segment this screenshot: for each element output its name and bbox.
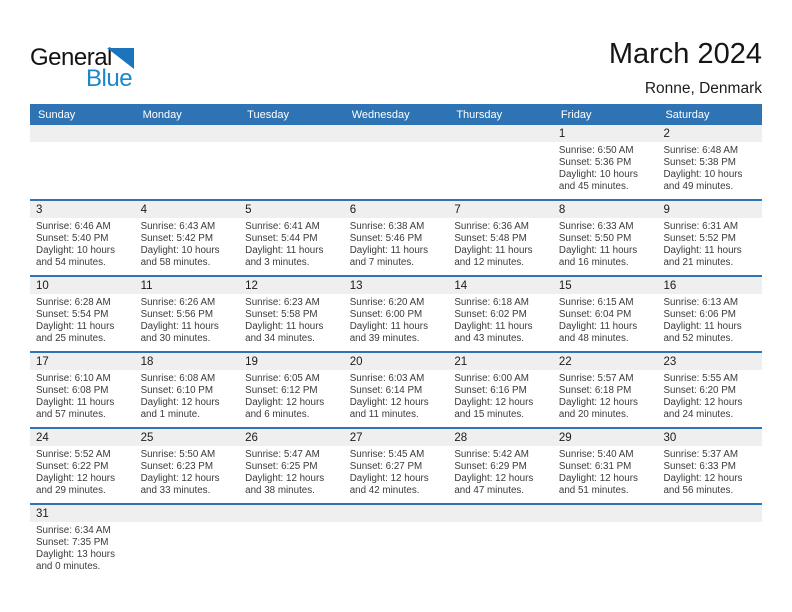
day-daylight2-text: and 24 minutes. <box>663 409 734 420</box>
day-number: 18 <box>140 355 154 368</box>
day-cell <box>448 218 553 275</box>
day-daylight1-text: Daylight: 11 hours <box>140 321 219 332</box>
day-daylight1-text: Daylight: 12 hours <box>663 473 743 484</box>
day-daylight2-text: and 52 minutes. <box>663 333 734 344</box>
day-number: 26 <box>245 431 258 444</box>
empty-day-cell <box>344 522 449 579</box>
week-row <box>30 505 762 579</box>
day-daylight1-text: Daylight: 11 hours <box>349 321 428 332</box>
day-number-band <box>30 125 762 142</box>
day-sunrise-text: Sunrise: 6:20 AM <box>349 297 425 308</box>
day-daylight2-text: and 20 minutes. <box>558 409 629 420</box>
page-subtitle: Ronne, Denmark <box>644 80 762 97</box>
day-number: 24 <box>36 431 49 444</box>
day-sunrise-text: Sunrise: 6:15 AM <box>558 297 634 308</box>
day-sunset-text: Sunset: 6:06 PM <box>663 309 736 320</box>
day-number: 5 <box>245 203 252 216</box>
day-sunrise-text: Sunrise: 6:23 AM <box>245 297 320 308</box>
day-daylight1-text: Daylight: 11 hours <box>558 245 638 256</box>
day-daylight2-text: and 30 minutes. <box>140 333 211 344</box>
day-sunset-text: Sunset: 6:31 PM <box>558 461 632 472</box>
day-daylight1-text: Daylight: 11 hours <box>454 321 533 332</box>
day-cell <box>135 218 240 275</box>
day-daylight1-text: Daylight: 11 hours <box>349 245 428 256</box>
day-sunset-text: Sunset: 5:42 PM <box>140 233 214 244</box>
day-daylight2-text: and 6 minutes. <box>245 409 310 420</box>
day-daylight2-text: and 42 minutes. <box>349 485 420 496</box>
day-daylight2-text: and 38 minutes. <box>245 485 315 496</box>
day-daylight1-text: Daylight: 10 hours <box>558 169 638 180</box>
day-number: 21 <box>454 355 468 368</box>
day-daylight2-text: and 25 minutes. <box>36 333 106 344</box>
day-sunrise-text: Sunrise: 6:08 AM <box>140 373 216 384</box>
day-number: 3 <box>36 203 43 216</box>
day-sunrise-text: Sunrise: 6:03 AM <box>349 373 425 384</box>
day-sunset-text: Sunset: 5:48 PM <box>454 233 527 244</box>
day-sunset-text: Sunset: 6:12 PM <box>245 385 318 396</box>
day-sunset-text: Sunset: 6:14 PM <box>349 385 423 396</box>
day-number-band <box>30 353 762 370</box>
day-number: 7 <box>454 203 461 216</box>
day-cell <box>30 370 135 427</box>
day-sunset-text: Sunset: 6:02 PM <box>454 309 527 320</box>
day-number: 4 <box>140 203 147 216</box>
weekday-header-sunday: Sunday <box>38 108 76 121</box>
day-number: 29 <box>558 431 572 444</box>
day-sunrise-text: Sunrise: 5:37 AM <box>663 449 739 460</box>
day-number: 17 <box>36 355 49 368</box>
weekday-header-thursday: Thursday <box>456 108 503 121</box>
week-row <box>30 353 762 429</box>
day-sunset-text: Sunset: 5:54 PM <box>36 309 109 320</box>
empty-day-cell <box>448 142 553 199</box>
empty-day-cell <box>448 522 553 579</box>
week-row <box>30 125 762 201</box>
day-cell <box>657 294 762 351</box>
day-cell <box>30 522 135 579</box>
day-daylight2-text: and 45 minutes. <box>558 181 629 192</box>
week-cells <box>30 522 762 579</box>
empty-day-cell <box>135 142 240 199</box>
empty-day-cell <box>239 522 344 579</box>
day-daylight1-text: Daylight: 13 hours <box>36 549 115 560</box>
day-daylight1-text: Daylight: 12 hours <box>140 473 220 484</box>
day-sunrise-text: Sunrise: 6:28 AM <box>36 297 111 308</box>
day-sunset-text: Sunset: 6:10 PM <box>140 385 214 396</box>
day-daylight1-text: Daylight: 10 hours <box>140 245 220 256</box>
day-sunset-text: Sunset: 5:36 PM <box>558 157 632 168</box>
day-number: 12 <box>245 279 258 292</box>
day-cell <box>135 446 240 503</box>
day-daylight2-text: and 47 minutes. <box>454 485 525 496</box>
day-sunrise-text: Sunrise: 5:45 AM <box>349 449 425 460</box>
day-number: 31 <box>36 507 49 520</box>
weekday-header-row <box>30 104 762 125</box>
day-daylight1-text: Daylight: 12 hours <box>349 473 429 484</box>
day-daylight2-text: and 15 minutes. <box>454 409 525 420</box>
week-row <box>30 277 762 353</box>
day-daylight1-text: Daylight: 11 hours <box>245 245 324 256</box>
day-daylight2-text: and 48 minutes. <box>558 333 629 344</box>
day-number: 19 <box>245 355 258 368</box>
day-cell <box>30 446 135 503</box>
day-number: 2 <box>663 127 670 140</box>
day-daylight1-text: Daylight: 12 hours <box>245 397 325 408</box>
weekday-header-tuesday: Tuesday <box>247 108 289 121</box>
day-number: 25 <box>140 431 154 444</box>
day-sunrise-text: Sunrise: 5:42 AM <box>454 449 529 460</box>
week-cells <box>30 218 762 275</box>
day-sunrise-text: Sunrise: 5:52 AM <box>36 449 111 460</box>
day-daylight2-text: and 0 minutes. <box>36 561 101 572</box>
day-daylight1-text: Daylight: 12 hours <box>558 473 638 484</box>
day-number: 28 <box>454 431 468 444</box>
day-sunrise-text: Sunrise: 6:33 AM <box>558 221 634 232</box>
day-cell <box>344 446 449 503</box>
day-sunset-text: Sunset: 6:04 PM <box>558 309 632 320</box>
empty-day-cell <box>135 522 240 579</box>
day-daylight1-text: Daylight: 11 hours <box>663 245 742 256</box>
day-cell <box>30 294 135 351</box>
day-cell <box>448 294 553 351</box>
day-daylight1-text: Daylight: 11 hours <box>663 321 742 332</box>
day-sunset-text: Sunset: 6:20 PM <box>663 385 736 396</box>
day-sunrise-text: Sunrise: 6:38 AM <box>349 221 425 232</box>
day-number-band <box>30 505 762 522</box>
day-daylight1-text: Daylight: 11 hours <box>36 321 115 332</box>
day-cell <box>239 294 344 351</box>
day-cell <box>239 446 344 503</box>
empty-day-cell <box>657 522 762 579</box>
week-cells <box>30 446 762 503</box>
day-number: 14 <box>454 279 468 292</box>
day-sunrise-text: Sunrise: 6:43 AM <box>140 221 216 232</box>
day-cell <box>448 446 553 503</box>
day-cell <box>657 218 762 275</box>
day-cell <box>30 218 135 275</box>
day-daylight2-text: and 51 minutes. <box>558 485 629 496</box>
day-daylight2-text: and 16 minutes. <box>558 257 629 268</box>
day-sunrise-text: Sunrise: 6:10 AM <box>36 373 111 384</box>
day-sunset-text: Sunset: 5:58 PM <box>245 309 318 320</box>
day-cell <box>239 370 344 427</box>
day-sunset-text: Sunset: 5:46 PM <box>349 233 423 244</box>
day-sunset-text: Sunset: 5:44 PM <box>245 233 318 244</box>
day-number: 11 <box>140 279 153 292</box>
day-daylight2-text: and 33 minutes. <box>140 485 211 496</box>
day-daylight1-text: Daylight: 11 hours <box>245 321 324 332</box>
page-title: March 2024 <box>608 38 762 70</box>
day-sunrise-text: Sunrise: 5:47 AM <box>245 449 320 460</box>
day-sunset-text: Sunset: 6:29 PM <box>454 461 527 472</box>
day-cell <box>553 294 658 351</box>
day-cell <box>657 370 762 427</box>
day-daylight1-text: Daylight: 12 hours <box>140 397 220 408</box>
day-sunrise-text: Sunrise: 6:48 AM <box>663 145 739 156</box>
week-cells <box>30 294 762 351</box>
day-sunset-text: Sunset: 6:18 PM <box>558 385 632 396</box>
empty-day-cell <box>30 142 135 199</box>
day-cell <box>553 218 658 275</box>
day-sunset-text: Sunset: 6:23 PM <box>140 461 214 472</box>
day-daylight2-text: and 43 minutes. <box>454 333 525 344</box>
day-sunset-text: Sunset: 5:50 PM <box>558 233 632 244</box>
day-sunrise-text: Sunrise: 6:41 AM <box>245 221 320 232</box>
day-cell <box>448 370 553 427</box>
day-sunrise-text: Sunrise: 5:55 AM <box>663 373 739 384</box>
day-number: 1 <box>558 127 566 140</box>
empty-day-cell <box>239 142 344 199</box>
day-daylight1-text: Daylight: 12 hours <box>349 397 429 408</box>
calendar <box>30 104 762 579</box>
day-daylight2-text: and 12 minutes. <box>454 257 525 268</box>
day-daylight1-text: Daylight: 12 hours <box>663 397 743 408</box>
day-daylight1-text: Daylight: 10 hours <box>36 245 115 256</box>
day-cell <box>553 446 658 503</box>
day-daylight2-text: and 21 minutes. <box>663 257 734 268</box>
day-number-band <box>30 201 762 218</box>
general-blue-logo <box>30 44 150 98</box>
day-cell <box>239 218 344 275</box>
day-cell <box>344 294 449 351</box>
day-sunrise-text: Sunrise: 5:50 AM <box>140 449 216 460</box>
day-sunrise-text: Sunrise: 6:18 AM <box>454 297 529 308</box>
empty-day-cell <box>553 522 658 579</box>
day-number-band <box>30 277 762 294</box>
day-sunset-text: Sunset: 6:25 PM <box>245 461 318 472</box>
logo-text-general: General <box>30 44 112 71</box>
logo-text-blue: Blue <box>86 65 133 92</box>
day-cell <box>657 142 762 199</box>
day-daylight1-text: Daylight: 11 hours <box>454 245 533 256</box>
day-daylight2-text: and 7 minutes. <box>349 257 414 268</box>
day-sunrise-text: Sunrise: 6:13 AM <box>663 297 739 308</box>
day-cell <box>135 370 240 427</box>
day-daylight2-text: and 56 minutes. <box>663 485 734 496</box>
day-daylight1-text: Daylight: 12 hours <box>454 473 534 484</box>
day-sunrise-text: Sunrise: 6:34 AM <box>36 525 111 536</box>
day-cell <box>135 294 240 351</box>
day-daylight2-text: and 49 minutes. <box>663 181 734 192</box>
day-number: 9 <box>663 203 670 216</box>
weekday-header-friday: Friday <box>560 108 592 121</box>
day-daylight1-text: Daylight: 12 hours <box>245 473 325 484</box>
day-sunset-text: Sunset: 6:22 PM <box>36 461 109 472</box>
day-sunrise-text: Sunrise: 5:40 AM <box>558 449 634 460</box>
day-number: 6 <box>349 203 357 216</box>
week-cells <box>30 142 762 199</box>
day-sunset-text: Sunset: 5:56 PM <box>140 309 214 320</box>
weekday-header-saturday: Saturday <box>665 108 710 121</box>
day-sunset-text: Sunset: 7:35 PM <box>36 537 109 548</box>
day-sunrise-text: Sunrise: 6:31 AM <box>663 221 739 232</box>
day-sunset-text: Sunset: 5:38 PM <box>663 157 736 168</box>
day-sunset-text: Sunset: 5:40 PM <box>36 233 109 244</box>
day-number: 8 <box>558 203 566 216</box>
day-cell <box>553 142 658 199</box>
day-number: 15 <box>558 279 572 292</box>
day-cell <box>553 370 658 427</box>
day-number: 13 <box>349 279 363 292</box>
day-number-band <box>30 429 762 446</box>
day-sunset-text: Sunset: 6:00 PM <box>349 309 423 320</box>
day-daylight2-text: and 11 minutes. <box>349 409 419 420</box>
day-cell <box>344 370 449 427</box>
weekday-header-wednesday: Wednesday <box>351 108 410 121</box>
day-daylight2-text: and 34 minutes. <box>245 333 315 344</box>
day-number: 22 <box>558 355 572 368</box>
day-daylight1-text: Daylight: 11 hours <box>36 397 115 408</box>
day-daylight1-text: Daylight: 11 hours <box>558 321 638 332</box>
day-number: 30 <box>663 431 677 444</box>
day-sunrise-text: Sunrise: 6:46 AM <box>36 221 111 232</box>
week-row <box>30 201 762 277</box>
day-cell <box>657 446 762 503</box>
title-block <box>609 38 762 98</box>
day-sunset-text: Sunset: 5:52 PM <box>663 233 736 244</box>
day-number: 10 <box>36 279 49 292</box>
day-daylight2-text: and 58 minutes. <box>140 257 211 268</box>
day-daylight2-text: and 3 minutes. <box>245 257 310 268</box>
weekday-header-monday: Monday <box>142 108 182 121</box>
day-sunrise-text: Sunrise: 6:36 AM <box>454 221 529 232</box>
day-sunset-text: Sunset: 6:33 PM <box>663 461 736 472</box>
day-daylight1-text: Daylight: 12 hours <box>36 473 115 484</box>
day-daylight1-text: Daylight: 12 hours <box>454 397 534 408</box>
day-number: 20 <box>349 355 363 368</box>
day-sunrise-text: Sunrise: 6:26 AM <box>140 297 216 308</box>
day-sunrise-text: Sunrise: 6:05 AM <box>245 373 320 384</box>
day-number: 27 <box>349 431 363 444</box>
day-daylight1-text: Daylight: 10 hours <box>663 169 743 180</box>
week-cells <box>30 370 762 427</box>
day-daylight2-text: and 1 minute. <box>140 409 200 420</box>
day-number: 16 <box>663 279 677 292</box>
day-cell <box>344 218 449 275</box>
day-sunrise-text: Sunrise: 5:57 AM <box>558 373 634 384</box>
day-number: 23 <box>663 355 677 368</box>
day-daylight2-text: and 54 minutes. <box>36 257 106 268</box>
day-daylight1-text: Daylight: 12 hours <box>558 397 638 408</box>
week-row <box>30 429 762 505</box>
day-sunrise-text: Sunrise: 6:00 AM <box>454 373 529 384</box>
day-daylight2-text: and 29 minutes. <box>36 485 106 496</box>
day-sunset-text: Sunset: 6:08 PM <box>36 385 109 396</box>
day-sunset-text: Sunset: 6:16 PM <box>454 385 527 396</box>
day-sunrise-text: Sunrise: 6:50 AM <box>558 145 634 156</box>
day-daylight2-text: and 57 minutes. <box>36 409 106 420</box>
day-daylight2-text: and 39 minutes. <box>349 333 420 344</box>
empty-day-cell <box>344 142 449 199</box>
calendar-body <box>30 125 762 579</box>
day-sunset-text: Sunset: 6:27 PM <box>349 461 423 472</box>
